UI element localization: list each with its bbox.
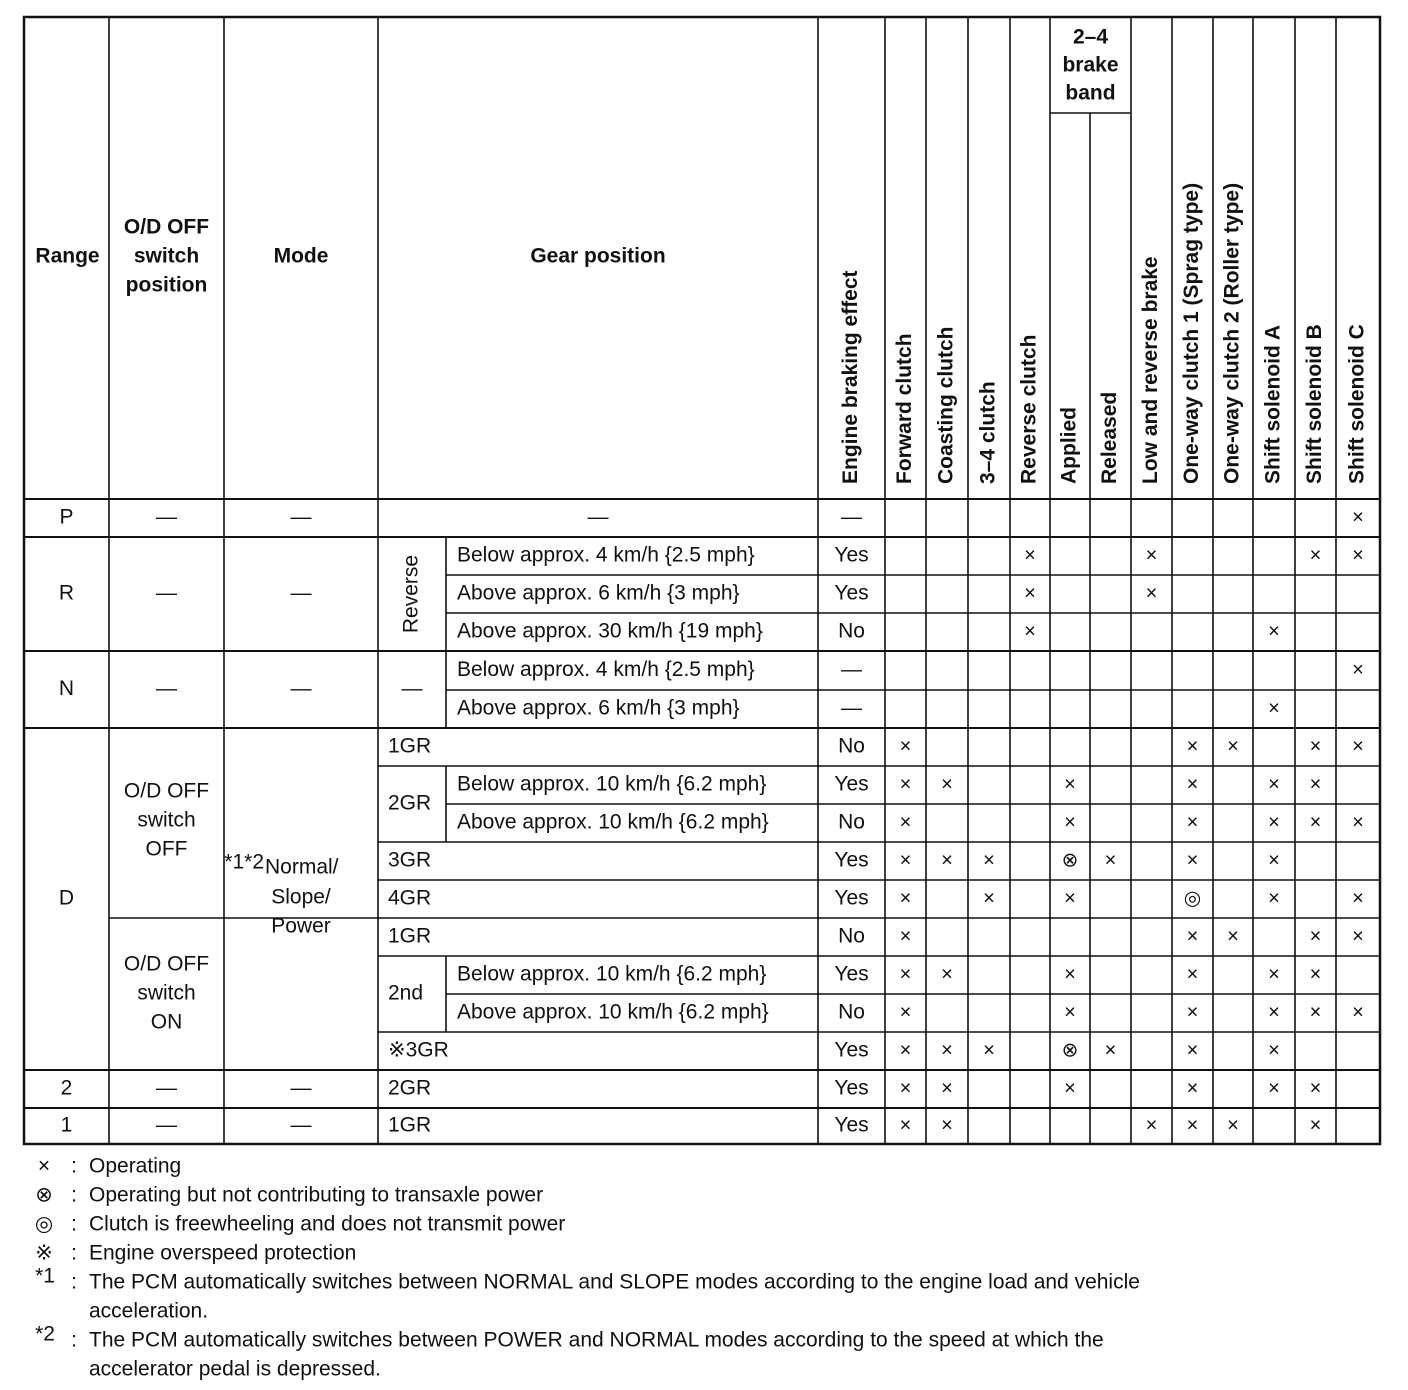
gear-condition: Above approx. 6 km/h {3 mph}	[457, 581, 740, 605]
operating-mark: ×	[1064, 1001, 1076, 1024]
engine-braking-cell: —	[841, 696, 862, 720]
od-dash: —	[156, 677, 177, 701]
od-dash: —	[156, 505, 177, 529]
legend-text: Engine overspeed protection	[89, 1241, 357, 1265]
header-component: Shift solenoid A	[1261, 324, 1285, 484]
operating-mark: ×	[1352, 506, 1364, 529]
operating-mark: ×	[1064, 1077, 1076, 1100]
gear-condition: Below approx. 4 km/h {2.5 mph}	[457, 658, 755, 682]
operating-mark: ×	[1352, 811, 1364, 834]
operating-mark: ×	[1352, 1001, 1364, 1024]
operating-mark: ×	[1186, 773, 1199, 796]
legend-text: Operating	[89, 1154, 182, 1178]
header-gear-position: Gear position	[530, 244, 666, 268]
operating-mark: ×	[1186, 811, 1199, 834]
header-component: One-way clutch 1 (Sprag type)	[1180, 182, 1204, 484]
operating-mark: ×	[1186, 925, 1199, 948]
engine-braking-cell: Yes	[834, 962, 869, 986]
operating-mark: ×	[941, 849, 953, 872]
range-cell: N	[58, 677, 75, 701]
legend-colon: :	[71, 1183, 77, 1207]
header-component: Shift solenoid B	[1303, 324, 1327, 484]
mode-dash: —	[290, 505, 312, 529]
operating-mark: ×	[983, 887, 995, 910]
legend-text: Operating but not contributing to transaxle power	[89, 1183, 544, 1207]
operating-mark: ×	[1268, 1077, 1280, 1100]
od-dash: —	[156, 1076, 177, 1100]
operating-mark: ×	[941, 1039, 953, 1062]
range-cell: 1	[60, 1113, 73, 1137]
gear-condition: Below approx. 4 km/h {2.5 mph}	[457, 543, 755, 567]
operating-mark: ×	[1024, 620, 1036, 643]
operating-mark: ×	[1309, 1077, 1322, 1100]
legend-colon: :	[71, 1212, 77, 1236]
gear-dash: —	[587, 505, 609, 529]
operating-mark: ×	[1309, 811, 1322, 834]
operating-mark: ×	[1104, 1039, 1117, 1062]
operating-mark: ×	[899, 1077, 912, 1100]
operating-mark: ×	[1186, 1001, 1199, 1024]
operating-mark: ×	[983, 1039, 995, 1062]
mode-normal: Normal/	[265, 855, 339, 879]
mode-dash: —	[290, 581, 312, 605]
gear-cell: 1GR	[388, 1113, 432, 1137]
legend-text: The PCM automatically switches between NORMAL and SLOPE modes according to the engine load and vehicle	[89, 1270, 1140, 1294]
gear-cell: 2nd	[388, 981, 424, 1005]
operating-mark: ×	[1352, 658, 1364, 681]
operating-mark: ×	[1309, 925, 1322, 948]
operating-mark: ×	[899, 1114, 912, 1137]
legend-symbol: *1	[35, 1264, 55, 1288]
legend-text: acceleration.	[89, 1299, 209, 1323]
header-od-switch-line: switch	[133, 244, 200, 268]
freewheeling-mark: ◎	[1183, 887, 1202, 910]
operating-mark: ×	[1352, 887, 1364, 910]
operating-mark: ×	[941, 773, 953, 796]
legend-symbol: *2	[35, 1322, 55, 1346]
operating-mark: ×	[1227, 925, 1239, 948]
engine-braking-cell: —	[841, 505, 862, 529]
not-contributing-mark: ⊗	[1061, 1039, 1079, 1062]
operating-mark: ×	[983, 849, 995, 872]
legend-colon: :	[71, 1328, 77, 1352]
operating-mark: ×	[1309, 963, 1322, 986]
operating-mark: ×	[899, 1001, 912, 1024]
operating-mark: ×	[1186, 1039, 1199, 1062]
operating-mark: ×	[1268, 887, 1280, 910]
operating-mark: ×	[1352, 925, 1364, 948]
od-off-switch-off: switch	[137, 808, 196, 832]
gear-cell: 2GR	[388, 791, 432, 815]
header-component: Applied	[1057, 407, 1081, 484]
od-off-switch-off: O/D OFF	[123, 779, 210, 803]
legend-symbol: ⊗	[35, 1183, 53, 1207]
table-body	[59, 506, 1364, 1137]
gear-condition: Above approx. 6 km/h {3 mph}	[457, 696, 740, 720]
engine-braking-cell: Yes	[834, 848, 869, 872]
range-cell: R	[58, 581, 75, 605]
operating-mark: ×	[1268, 849, 1280, 872]
operating-mark: ×	[1268, 963, 1280, 986]
od-off-switch-on: ON	[150, 1010, 183, 1034]
operating-mark: ×	[1186, 735, 1199, 758]
header-component: Engine braking effect	[839, 270, 863, 484]
legend-text: Clutch is freewheeling and does not transmit power	[89, 1212, 566, 1236]
gear-condition: Below approx. 10 km/h {6.2 mph}	[457, 772, 767, 796]
legend-symbol: ※	[35, 1241, 53, 1265]
od-off-switch-on: switch	[137, 981, 196, 1005]
header-od-switch-line: position	[125, 273, 208, 297]
header-component: Forward clutch	[893, 333, 917, 484]
operating-mark: ×	[1309, 773, 1322, 796]
mode-slope: Slope/	[271, 885, 331, 909]
operating-mark: ×	[1145, 1114, 1158, 1137]
engine-braking-cell: Yes	[834, 1113, 869, 1137]
operating-mark: ×	[1186, 849, 1199, 872]
operating-mark: ×	[1227, 1114, 1239, 1137]
gear-cell: 1GR	[388, 734, 432, 758]
engine-braking-cell: Yes	[834, 772, 869, 796]
operating-mark: ×	[1186, 1077, 1199, 1100]
operating-mark: ×	[1352, 544, 1364, 567]
header-mode: Mode	[273, 244, 329, 268]
range-cell: P	[59, 505, 74, 529]
gear-condition: Above approx. 10 km/h {6.2 mph}	[457, 810, 769, 834]
legend-text: The PCM automatically switches between POWER and NORMAL modes according to the speed at which the	[89, 1328, 1104, 1352]
operating-mark: ×	[1227, 735, 1239, 758]
operating-mark: ×	[1309, 735, 1322, 758]
engine-braking-cell: Yes	[834, 581, 869, 605]
operating-mark: ×	[941, 963, 953, 986]
legend	[35, 1155, 1140, 1381]
gear-condition: Above approx. 10 km/h {6.2 mph}	[457, 1000, 769, 1024]
header-component: One-way clutch 2 (Roller type)	[1220, 182, 1244, 484]
operating-mark: ×	[1352, 735, 1364, 758]
header-brake-band-line: 2–4	[1072, 25, 1109, 49]
legend-text: accelerator pedal is depressed.	[89, 1357, 381, 1381]
operating-mark: ×	[1064, 963, 1076, 986]
operating-mark: ×	[1268, 1039, 1280, 1062]
operating-mark: ×	[1268, 773, 1280, 796]
legend-colon: :	[71, 1270, 77, 1294]
operating-mark: ×	[899, 773, 912, 796]
range-cell: D	[58, 886, 75, 910]
mode-dash: —	[290, 1113, 312, 1137]
header-component: Shift solenoid C	[1345, 324, 1369, 484]
not-contributing-mark: ⊗	[1061, 849, 1079, 872]
header-component: Coasting clutch	[934, 326, 958, 484]
mode-superscript: *1*2	[224, 850, 264, 874]
operating-mark: ×	[1064, 887, 1076, 910]
operating-mark: ×	[941, 1077, 953, 1100]
operating-mark: ×	[899, 849, 912, 872]
header-component: 3–4 clutch	[976, 381, 1000, 484]
operating-mark: ×	[1309, 1114, 1322, 1137]
engine-braking-cell: Yes	[834, 886, 869, 910]
gear-cell: ※3GR	[388, 1038, 449, 1062]
legend-colon: :	[71, 1154, 77, 1178]
engine-braking-cell: No	[838, 619, 865, 643]
operating-mark: ×	[899, 925, 912, 948]
range-cell: 2	[60, 1076, 73, 1100]
gear-cell: 4GR	[388, 886, 432, 910]
engine-braking-cell: Yes	[834, 543, 869, 567]
gear-condition: Above approx. 30 km/h {19 mph}	[457, 619, 763, 643]
engine-braking-cell: No	[838, 924, 865, 948]
operating-mark: ×	[1186, 963, 1199, 986]
operating-mark: ×	[899, 963, 912, 986]
engine-braking-cell: Yes	[834, 1038, 869, 1062]
operating-mark: ×	[1064, 773, 1076, 796]
gear-condition: Below approx. 10 km/h {6.2 mph}	[457, 962, 767, 986]
header-brake-band-line: brake	[1062, 53, 1119, 77]
legend-symbol: ◎	[34, 1212, 54, 1236]
operating-mark: ×	[899, 1039, 912, 1062]
operating-mark: ×	[1186, 1114, 1199, 1137]
operating-mark: ×	[1268, 697, 1280, 720]
gear-cell: 1GR	[388, 924, 432, 948]
od-off-switch-off: OFF	[145, 837, 188, 861]
header-od-switch-line: O/D OFF	[123, 215, 210, 239]
engine-braking-cell: No	[838, 734, 865, 758]
gear-reverse-label: Reverse	[399, 554, 423, 634]
operating-mark: ×	[1309, 544, 1322, 567]
od-off-switch-on: O/D OFF	[123, 952, 210, 976]
mode-dash: —	[290, 1076, 312, 1100]
gear-dash: —	[401, 677, 423, 701]
legend-colon: :	[71, 1241, 77, 1265]
header-component: Low and reverse brake	[1139, 256, 1163, 484]
engine-braking-cell: No	[838, 1000, 865, 1024]
mode-dash: —	[290, 677, 312, 701]
operating-mark: ×	[1268, 811, 1280, 834]
operating-mark: ×	[1024, 544, 1036, 567]
operating-mark: ×	[899, 735, 912, 758]
operating-mark: ×	[1064, 811, 1076, 834]
od-dash: —	[156, 1113, 177, 1137]
operating-mark: ×	[1145, 544, 1158, 567]
engine-braking-cell: Yes	[834, 1076, 869, 1100]
legend-symbol: ×	[37, 1154, 51, 1178]
gear-cell: 3GR	[388, 848, 432, 872]
operating-mark: ×	[1309, 1001, 1322, 1024]
header-brake-band-line: band	[1065, 81, 1116, 105]
operating-mark: ×	[1104, 849, 1117, 872]
operating-mark: ×	[941, 1114, 953, 1137]
engine-braking-cell: —	[841, 658, 862, 682]
operating-mark: ×	[1024, 582, 1036, 605]
gear-cell: 2GR	[388, 1076, 432, 1100]
operating-mark: ×	[1145, 582, 1158, 605]
operating-mark: ×	[1268, 620, 1280, 643]
header-component: Reverse clutch	[1017, 334, 1041, 484]
header-range: Range	[35, 244, 100, 268]
operating-mark: ×	[1268, 1001, 1280, 1024]
mode-power: Power	[271, 914, 331, 938]
operating-mark: ×	[899, 887, 912, 910]
od-dash: —	[156, 581, 177, 605]
engine-braking-cell: No	[838, 810, 865, 834]
header-component: Released	[1098, 391, 1122, 484]
table-header	[35, 26, 1368, 484]
operating-mark: ×	[899, 811, 912, 834]
